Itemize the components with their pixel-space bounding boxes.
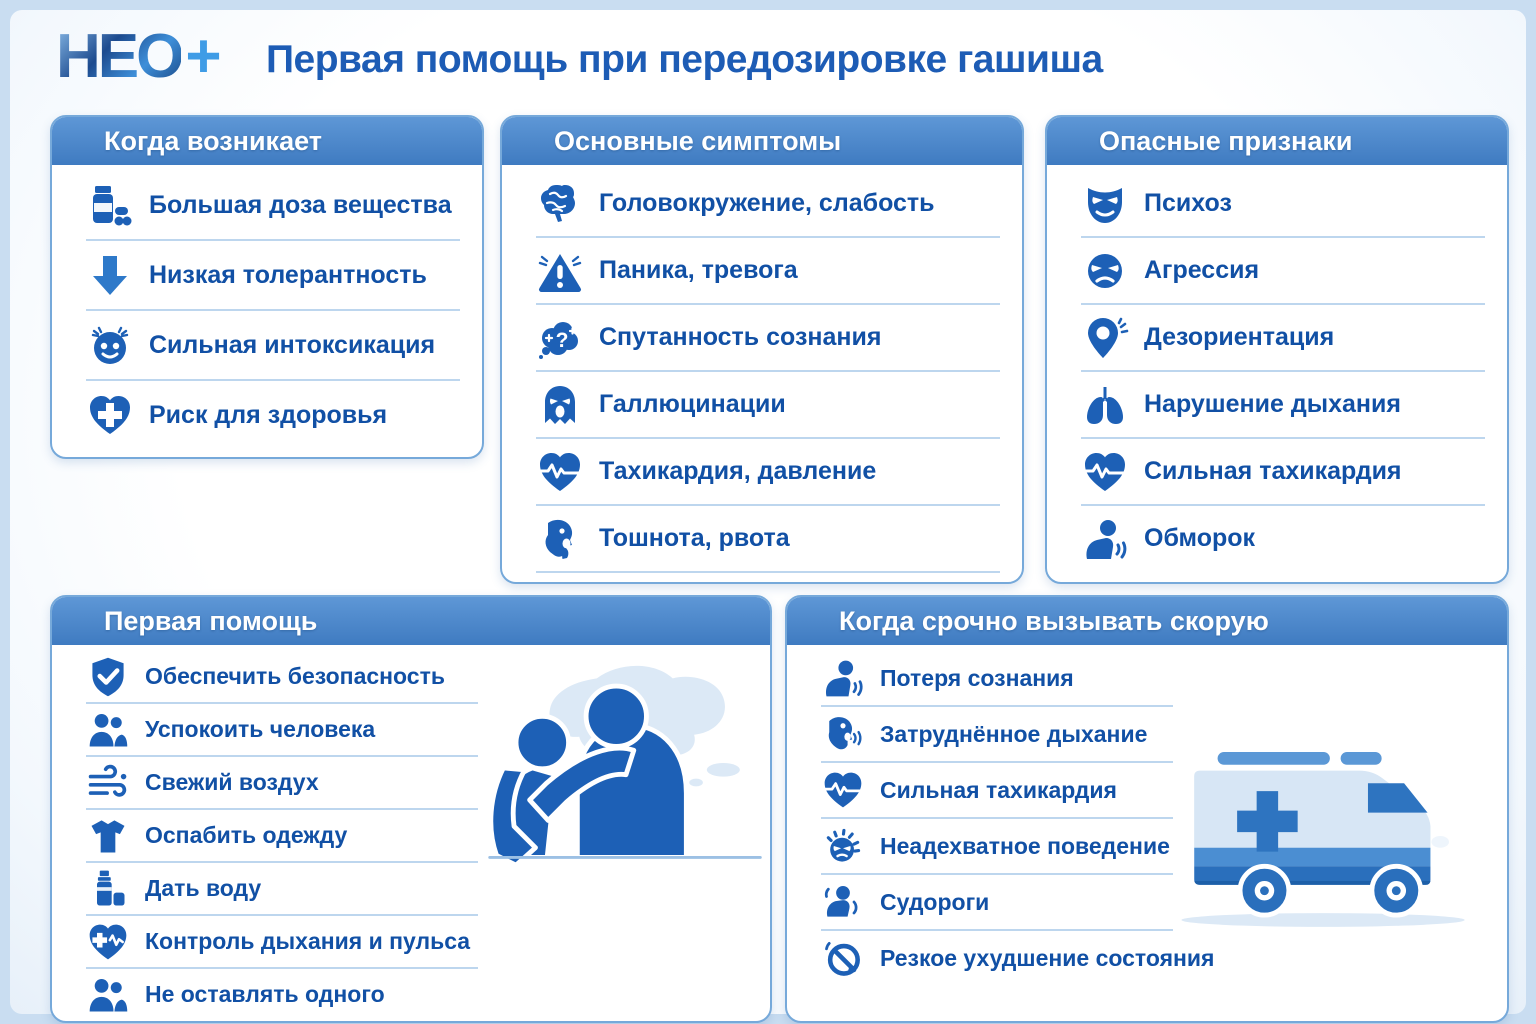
alarm-face-icon <box>821 824 865 868</box>
panel-header <box>52 597 770 645</box>
item-label: Сильная тахикардия <box>1144 457 1402 485</box>
two-people-icon <box>86 708 130 752</box>
brain-icon <box>536 180 584 228</box>
two-people-icon <box>86 973 130 1017</box>
list-item <box>821 931 1215 985</box>
heart-pulse-icon <box>536 448 584 496</box>
item-label: Паника, тревога <box>599 256 798 284</box>
panel-title: Основные симптомы <box>554 125 842 156</box>
item-label: Тошнота, рвота <box>599 524 790 552</box>
item-label: Агрессия <box>1144 256 1260 284</box>
item-label: Неадехватное поведение <box>880 832 1170 859</box>
list-item <box>821 651 1173 707</box>
list-item <box>1081 372 1485 439</box>
item-list <box>536 171 1000 573</box>
item-label: Дать воду <box>145 875 262 901</box>
logo-plus-sign: + <box>185 22 219 91</box>
item-label: Потеря сознания <box>880 664 1074 691</box>
item-label: Свежий воздух <box>145 769 319 795</box>
list-item <box>536 439 1000 506</box>
theater-mask-icon <box>1081 180 1129 228</box>
list-item <box>86 651 478 704</box>
item-label: Оспабить одежду <box>145 822 348 848</box>
list-item <box>86 241 460 311</box>
list-item <box>536 171 1000 238</box>
item-label: Обеспечить безопасность <box>145 663 445 689</box>
panel-title: Когда возникает <box>104 125 322 156</box>
water-bottle-icon <box>86 867 130 911</box>
item-label: Не оставлять одного <box>145 981 385 1007</box>
angry-face-icon <box>1081 247 1129 295</box>
lungs-icon <box>1081 381 1129 429</box>
decline-circle-icon <box>821 936 865 980</box>
item-label: Сильная тахикардия <box>880 776 1117 803</box>
item-list <box>821 651 1215 985</box>
list-item <box>86 757 478 810</box>
list-item <box>821 763 1173 819</box>
panel-title: Когда срочно вызывать скорую <box>839 605 1269 636</box>
panel-title: Опасные признаки <box>1099 125 1353 156</box>
list-item <box>86 704 478 757</box>
list-item <box>86 863 478 916</box>
disorientation-pin-icon <box>1081 314 1129 362</box>
item-label: Риск для здоровья <box>149 400 388 429</box>
item-label: Нарушение дыхания <box>1144 390 1401 418</box>
nausea-face-icon <box>536 515 584 563</box>
neo-plus-logo <box>56 22 219 91</box>
shield-check-icon <box>86 655 130 699</box>
list-item <box>1081 506 1485 571</box>
item-label: Контроль дыхания и пульса <box>145 928 471 954</box>
breathing-head-icon <box>821 712 865 756</box>
wind-icon <box>86 761 130 805</box>
item-label: Головокружение, слабость <box>599 189 935 217</box>
logo-text: НЕО <box>56 22 182 91</box>
item-label: Успокоить человека <box>145 716 376 742</box>
tshirt-icon <box>86 814 130 858</box>
dizzy-face-icon <box>86 321 134 369</box>
panel-call-ambulance <box>785 595 1509 1023</box>
item-label: Сильная интоксикация <box>149 330 436 359</box>
list-item <box>536 238 1000 305</box>
poster-canvas <box>10 10 1526 1014</box>
list-item <box>86 171 460 241</box>
list-item <box>821 707 1173 763</box>
list-item <box>1081 439 1485 506</box>
item-label: Тахикардия, давление <box>599 457 877 485</box>
list-item <box>86 810 478 863</box>
item-label: Психоз <box>1144 189 1232 217</box>
list-item <box>536 305 1000 372</box>
person-comforting-person-illustration <box>480 651 772 875</box>
heart-cross-pulse-icon <box>86 920 130 964</box>
confused-cloud-icon <box>536 314 584 362</box>
fainting-person-icon <box>1081 515 1129 563</box>
list-item <box>1081 305 1485 372</box>
arrow-down-icon <box>86 251 134 299</box>
panel-header <box>787 597 1507 645</box>
page-title: Первая помощь при передозировке гашиша <box>266 38 1103 81</box>
list-item <box>86 916 478 969</box>
list-item <box>821 875 1173 931</box>
panel-first-aid <box>50 595 772 1023</box>
list-item <box>86 381 460 449</box>
panel-danger-signs <box>1045 115 1509 584</box>
seizure-person-icon <box>821 880 865 924</box>
heart-pulse-icon <box>821 768 865 812</box>
fainting-person-icon <box>821 656 865 700</box>
panel-header <box>52 117 482 165</box>
warning-triangle-icon <box>536 247 584 295</box>
panel-header <box>1047 117 1507 165</box>
item-label: Судороги <box>880 888 990 915</box>
list-item <box>86 311 460 381</box>
list-item <box>1081 238 1485 305</box>
item-label: Спутанность сознания <box>599 323 882 351</box>
panel-title: Первая помощь <box>104 605 318 636</box>
list-item <box>86 969 478 1020</box>
item-list <box>86 651 478 1020</box>
item-list <box>86 171 460 449</box>
item-label: Дезориентация <box>1144 323 1335 351</box>
ghost-icon <box>536 381 584 429</box>
item-label: Низкая толерантность <box>149 260 427 289</box>
item-label: Галлюцинации <box>599 390 786 418</box>
panel-main-symptoms <box>500 115 1024 584</box>
list-item <box>821 819 1173 875</box>
ambulance-illustration <box>1159 739 1491 935</box>
item-label: Затруднённое дыхание <box>880 720 1148 747</box>
medicine-dose-icon <box>86 181 134 229</box>
list-item <box>1081 171 1485 238</box>
list-item <box>536 372 1000 439</box>
heart-cross-icon <box>86 391 134 439</box>
item-label: Обморок <box>1144 524 1256 552</box>
heart-pulse-icon <box>1081 448 1129 496</box>
item-label: Большая доза вещества <box>149 190 452 219</box>
panel-header <box>502 117 1022 165</box>
item-label: Резкое ухудшение состояния <box>880 944 1215 971</box>
panel-when-occurs <box>50 115 484 459</box>
svg-text:?: ? <box>555 328 569 352</box>
list-item <box>536 506 1000 573</box>
item-list <box>1081 171 1485 571</box>
